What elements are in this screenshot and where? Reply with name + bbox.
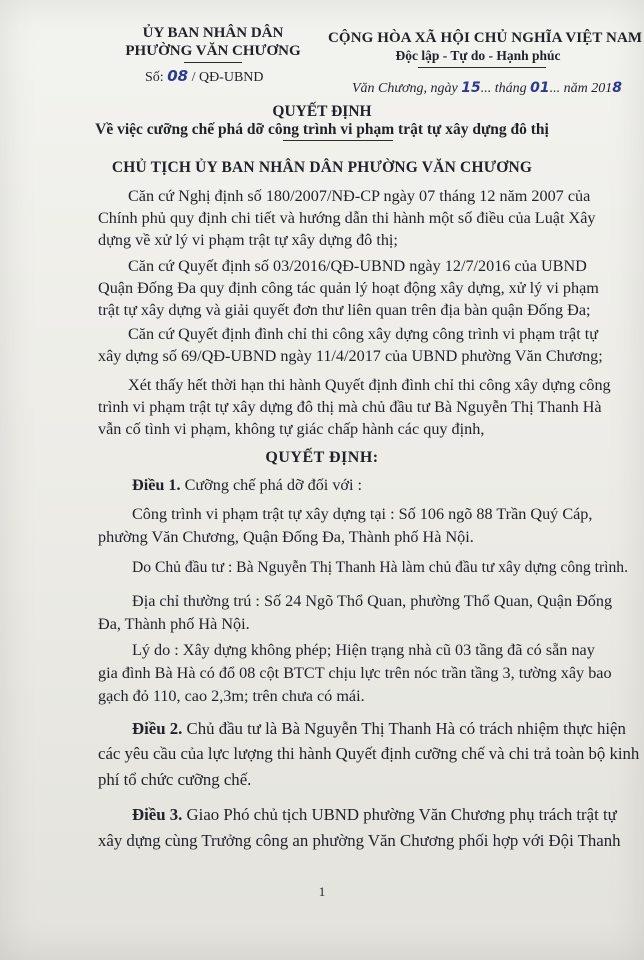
article-1-owner: Do Chủ đầu tư : Bà Nguyễn Thị Thanh Hà làm chủ đầu tư xây dựng công trình. bbox=[132, 559, 628, 576]
issue-date: Văn Chương, ngày 15... tháng 01... năm 2018 bbox=[352, 80, 622, 96]
number-prefix: Số: bbox=[145, 70, 164, 85]
article-1-heading bbox=[132, 474, 362, 496]
basis-4-line-3: vẫn cố tình vi phạm, không tự giác chấp hành các quy định, bbox=[98, 420, 485, 438]
article-3-line-1 bbox=[132, 804, 617, 826]
article-2-text: Chủ đầu tư là Bà Nguyễn Thị Thanh Hà có trách nhiệm thực hiện bbox=[182, 719, 626, 738]
number-handwritten: 08 bbox=[167, 67, 189, 85]
date-place: Văn Chương, ngày bbox=[352, 81, 458, 96]
basis-2-line-2: Quận Đống Đa quy định công tác quản lý hoạt động xây dựng, xử lý vi phạm bbox=[98, 279, 599, 297]
agency-line-1: ỦY BAN NHÂN DÂN bbox=[142, 25, 284, 41]
article-3-line-2: xây dựng cùng Trưởng công an phường Văn Chương phối hợp với Đội Thanh bbox=[98, 831, 621, 850]
nation-name: CỘNG HÒA XÃ HỘI CHỦ NGHĨA VIỆT NAM bbox=[328, 30, 643, 46]
basis-2-line-3: trật tự xây dựng và giải quyết đơn thư liên quan trên địa bàn quận Đống Đa; bbox=[98, 301, 591, 319]
article-1-label: Điều 1. bbox=[132, 476, 181, 494]
article-1-work-line-1: Công trình vi phạm trật tự xây dựng tại : Số 106 ngõ 88 Trần Quý Cáp, bbox=[132, 505, 593, 523]
issuing-authority: CHỦ TỊCH ỦY BAN NHÂN DÂN PHƯỜNG VĂN CHƯƠNG bbox=[111, 159, 533, 176]
basis-2-line-1: Căn cứ Quyết định số 03/2016/QĐ-UBND ngày 12/7/2016 của UBND bbox=[128, 257, 587, 275]
motto-underline bbox=[418, 67, 546, 68]
basis-4-line-2: trình vi phạm trật tự xây dựng đô thị mà chủ đầu tư Bà Nguyễn Thị Thanh Hà bbox=[98, 398, 602, 416]
article-2-label: Điều 2. bbox=[132, 719, 183, 738]
article-2-line-3: phí tổ chức cưỡng chế. bbox=[98, 770, 252, 789]
subject-underline bbox=[283, 140, 393, 141]
article-1-work-line-2: phường Văn Chương, Quận Đống Đa, Thành phố Hà Nội. bbox=[98, 528, 474, 546]
national-heading bbox=[328, 30, 643, 64]
date-year-label: năm 201 bbox=[563, 81, 613, 96]
basis-4-line-1: Xét thấy hết thời hạn thi hành Quyết định đình chỉ thi công xây dựng công bbox=[128, 376, 611, 394]
basis-1-line-1: Căn cứ Nghị định số 180/2007/NĐ-CP ngày 07 tháng 12 năm 2007 của bbox=[128, 187, 591, 205]
article-2-line-2: các yêu cầu của lực lượng thi hành Quyết định cưỡng chế và chi trả toàn bộ kinh bbox=[98, 744, 640, 763]
basis-3-line-2: xây dựng số 69/QĐ-UBND ngày 11/4/2017 của UBND phường Văn Chương; bbox=[98, 347, 603, 365]
date-month-label: tháng bbox=[494, 81, 527, 96]
article-3-text: Giao Phó chủ tịch UBND phường Văn Chương phụ trách trật tự bbox=[182, 805, 617, 824]
agency-underline bbox=[184, 62, 242, 63]
article-1-reason-line-3: gạch đỏ 110, cao 2,3m; trên chưa có mái. bbox=[98, 687, 365, 705]
article-1-reason-line-1: Lý do : Xây dựng không phép; Hiện trạng nhà cũ 03 tầng đã có sẵn nay bbox=[132, 641, 595, 659]
basis-3-line-1: Căn cứ Quyết định đình chỉ thi công xây dựng công trình vi phạm trật tự bbox=[128, 325, 599, 343]
document-number bbox=[145, 67, 264, 86]
date-month-handwritten: 01 bbox=[530, 80, 550, 96]
date-year-handwritten: 8 bbox=[612, 80, 622, 96]
national-motto: Độc lập - Tự do - Hạnh phúc bbox=[395, 48, 561, 63]
page-number: 1 bbox=[318, 884, 326, 899]
article-1-reason-line-2: gia đình Bà Hà có đổ 08 cột BTCT chịu lực trên nóc trần tầng 3, tường xây bao bbox=[98, 664, 612, 682]
decision-heading: QUYẾT ĐỊNH: bbox=[265, 449, 379, 466]
agency-line-2: PHƯỜNG VĂN CHƯƠNG bbox=[125, 43, 301, 59]
article-1-address-line-1: Địa chỉ thường trú : Số 24 Ngõ Thổ Quan, phường Thổ Quan, Quận Đống bbox=[132, 592, 613, 610]
document-subject: Về việc cưỡng chế phá dỡ công trình vi phạm trật tự xây dựng đô thị bbox=[95, 121, 549, 138]
article-1-text: Cưỡng chế phá dỡ đối với : bbox=[180, 476, 363, 494]
article-2-line-1 bbox=[132, 718, 626, 740]
document-title: QUYẾT ĐỊNH bbox=[272, 103, 372, 120]
issuing-agency bbox=[118, 24, 308, 60]
basis-1-line-3: dựng về xử lý vi phạm trật tự xây dựng đô thị; bbox=[98, 231, 398, 249]
number-suffix: / QĐ-UBND bbox=[191, 70, 264, 85]
article-3-label: Điều 3. bbox=[132, 805, 183, 824]
basis-1-line-2: Chính phủ quy định chi tiết và hướng dẫn thi hành một số điều của Luật Xây bbox=[98, 209, 596, 227]
article-1-address-line-2: Đa, Thành phố Hà Nội. bbox=[98, 615, 250, 633]
date-day-handwritten: 15 bbox=[461, 80, 481, 96]
